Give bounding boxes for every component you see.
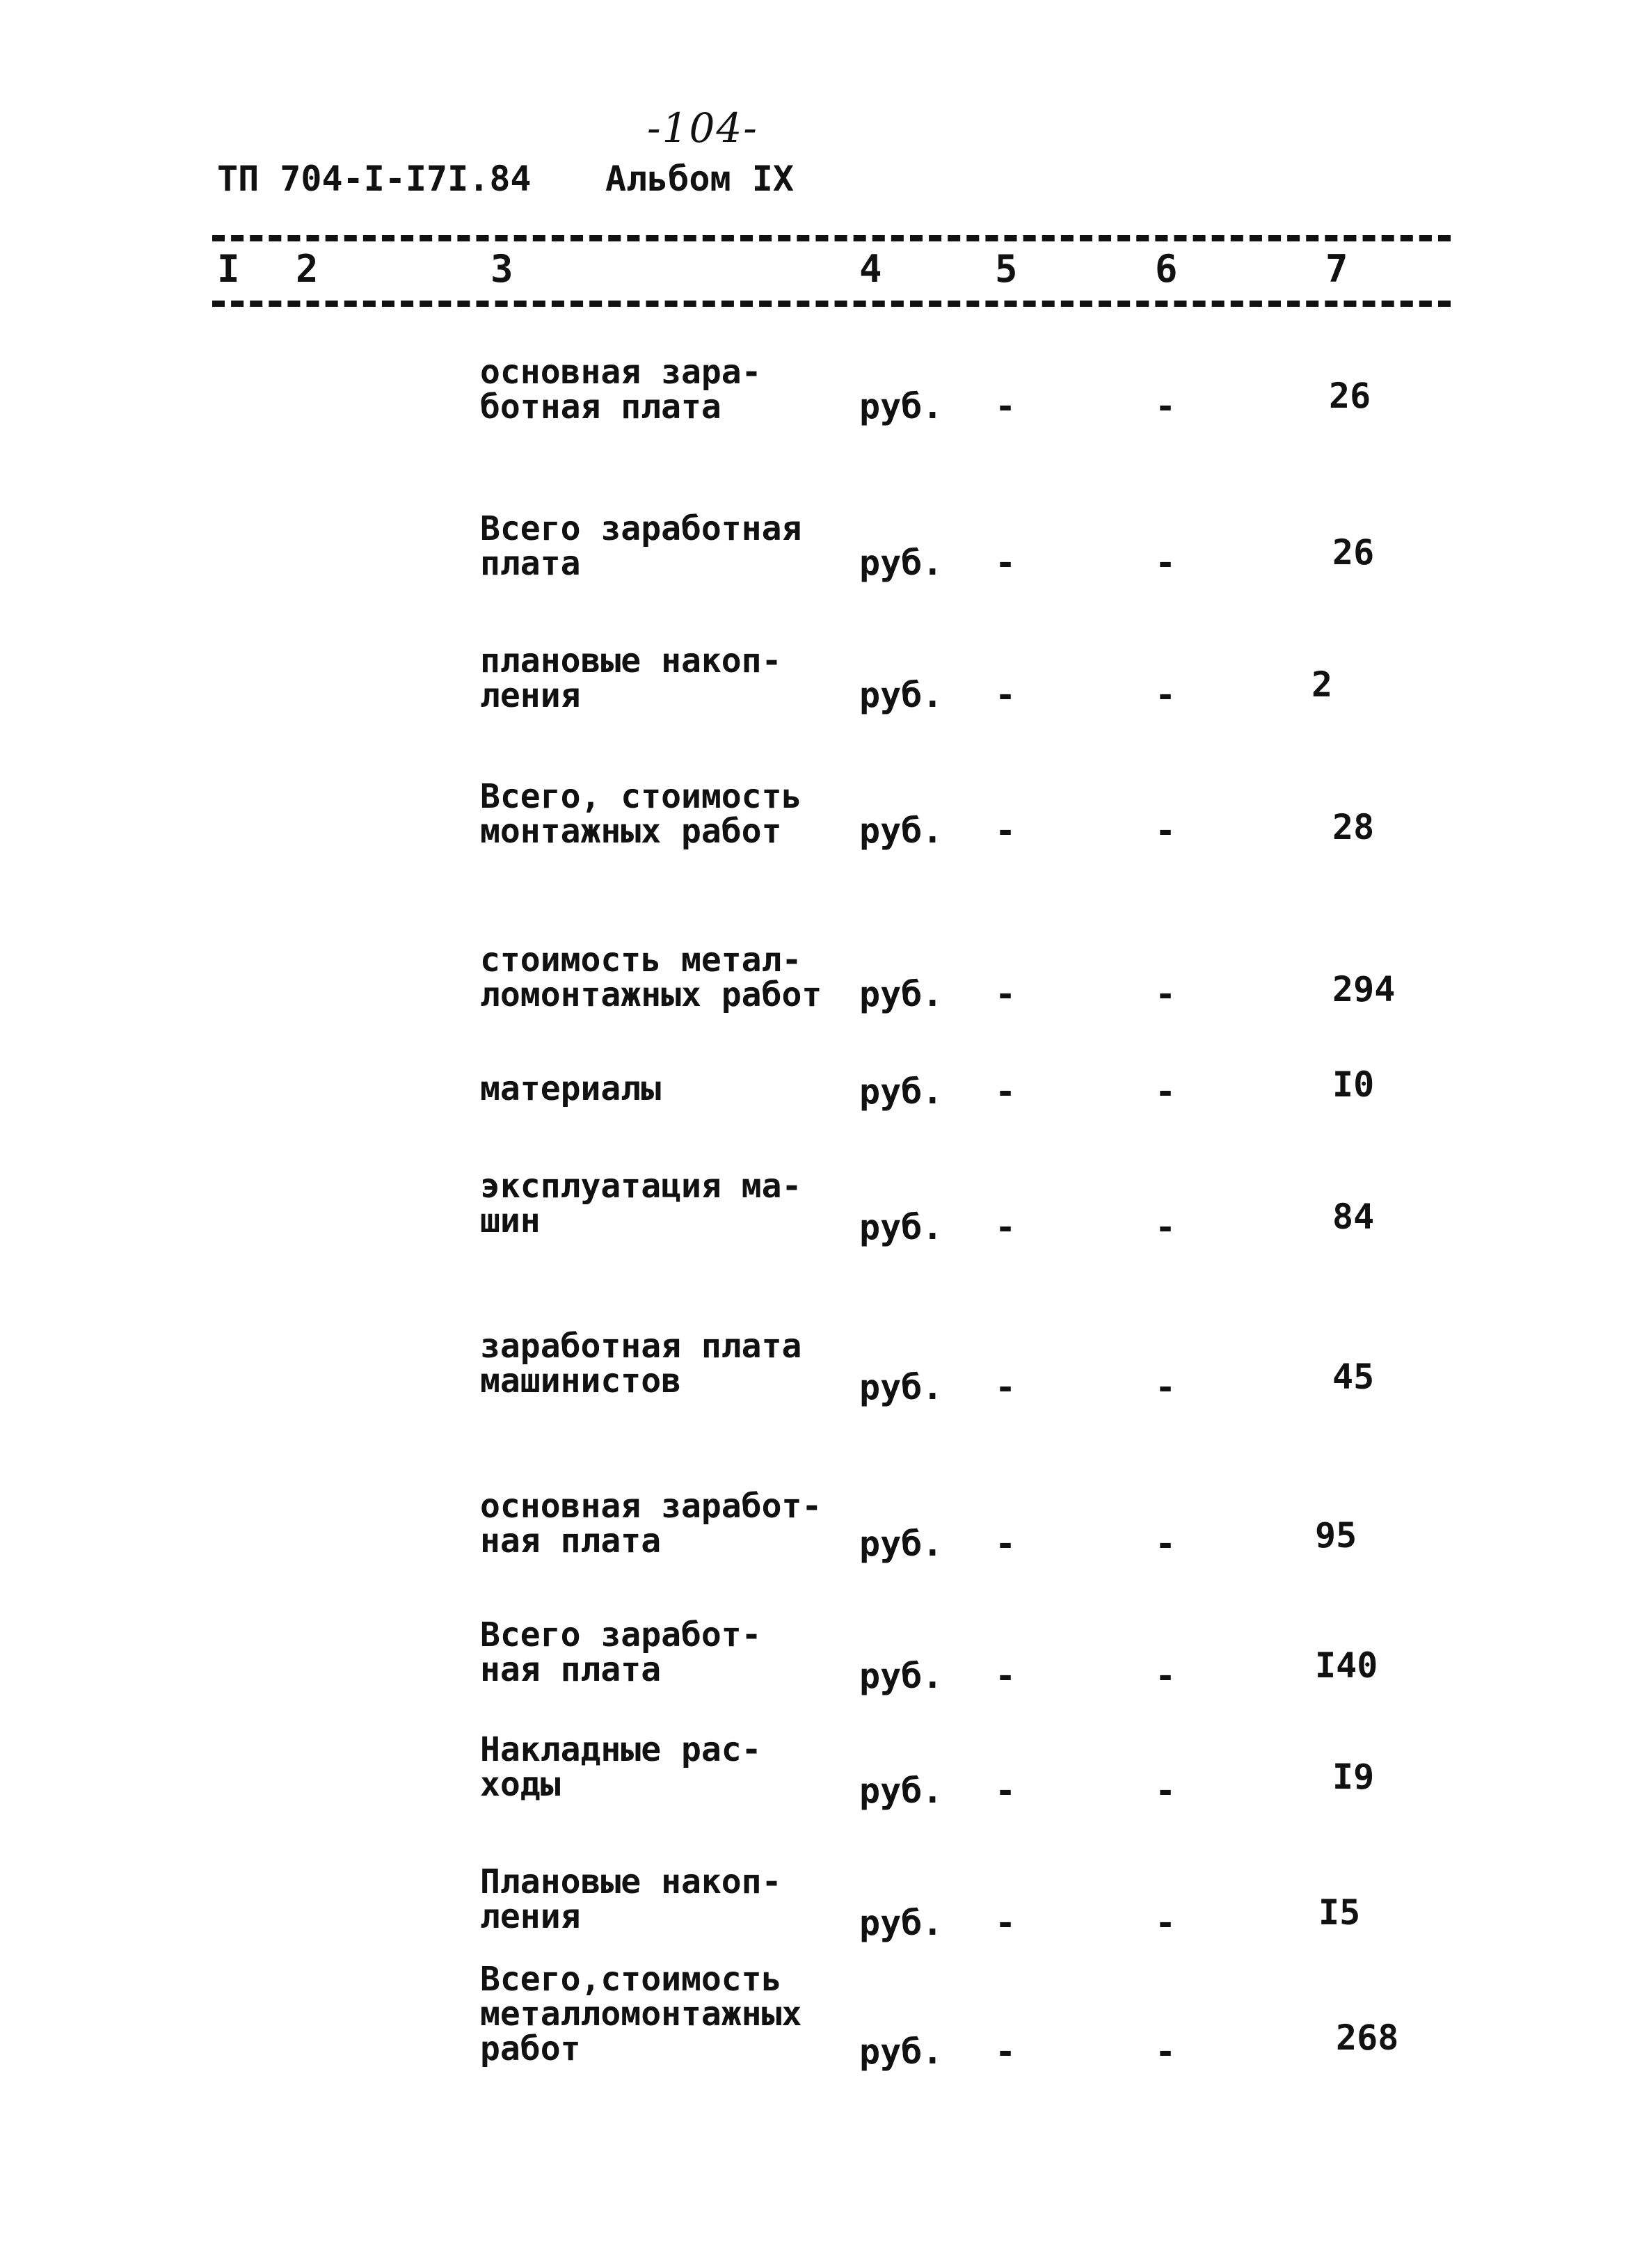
row-col5: - <box>995 1367 1016 1407</box>
row-col5: - <box>995 2031 1016 2072</box>
row-value: I40 <box>1315 1645 1378 1686</box>
row-col5: - <box>995 1656 1016 1696</box>
row-col6: - <box>1155 1071 1177 1112</box>
row-description: основная заработ- ная плата <box>480 1487 822 1560</box>
row-col6: - <box>1155 1367 1177 1407</box>
row-col5: - <box>995 1071 1016 1112</box>
table-header-rule <box>212 301 1451 307</box>
row-value: 84 <box>1332 1197 1375 1237</box>
row-col5: - <box>995 1771 1016 1811</box>
row-description: эксплуатация ма- шин <box>480 1167 802 1240</box>
row-unit: руб. <box>859 1903 943 1943</box>
table-top-rule <box>212 235 1451 241</box>
row-value: 2 <box>1311 664 1333 705</box>
row-description: Всего,стоимость металломонтажных работ <box>480 1960 802 2068</box>
row-col5: - <box>995 543 1016 583</box>
row-col6: - <box>1155 1524 1177 1564</box>
row-col5: - <box>995 1524 1016 1564</box>
row-value: I9 <box>1332 1757 1375 1797</box>
column-header-6: 6 <box>1155 247 1178 291</box>
row-description: стоимость метал- ломонтажных работ <box>480 941 822 1014</box>
row-value: 95 <box>1315 1515 1357 1556</box>
column-header-1: I <box>217 247 240 291</box>
row-value: 294 <box>1332 969 1396 1009</box>
row-unit: руб. <box>859 1771 943 1811</box>
row-value: I0 <box>1332 1064 1375 1105</box>
row-col6: - <box>1155 543 1177 583</box>
row-description: Всего заработная плата <box>480 509 802 583</box>
row-unit: руб. <box>859 1367 943 1407</box>
column-header-3: 3 <box>490 247 513 291</box>
column-header-4: 4 <box>859 247 882 291</box>
row-value: 26 <box>1329 376 1371 416</box>
row-col5: - <box>995 1903 1016 1943</box>
album-label: Альбом IX <box>605 159 794 199</box>
row-unit: руб. <box>859 2031 943 2072</box>
row-description: плановые накоп- ления <box>480 641 782 715</box>
row-col5: - <box>995 974 1016 1014</box>
column-header-5: 5 <box>995 247 1018 291</box>
row-description: основная зара- ботная плата <box>480 353 762 426</box>
row-value: 28 <box>1332 807 1375 847</box>
row-col5: - <box>995 1207 1016 1247</box>
row-col6: - <box>1155 1207 1177 1247</box>
row-col6: - <box>1155 974 1177 1014</box>
row-unit: руб. <box>859 543 943 583</box>
row-unit: руб. <box>859 1524 943 1564</box>
row-col6: - <box>1155 1771 1177 1811</box>
row-col6: - <box>1155 810 1177 851</box>
row-unit: руб. <box>859 1656 943 1696</box>
column-header-2: 2 <box>296 247 319 291</box>
row-col6: - <box>1155 386 1177 426</box>
row-value: 268 <box>1336 2018 1399 2058</box>
row-value: 26 <box>1332 532 1375 573</box>
row-col5: - <box>995 675 1016 715</box>
row-unit: руб. <box>859 974 943 1014</box>
row-description: Всего заработ- ная плата <box>480 1615 762 1689</box>
row-col6: - <box>1155 675 1177 715</box>
row-col6: - <box>1155 1903 1177 1943</box>
row-description: заработная плата машинистов <box>480 1327 802 1400</box>
row-value: I5 <box>1318 1892 1361 1933</box>
row-col5: - <box>995 386 1016 426</box>
row-unit: руб. <box>859 675 943 715</box>
column-header-7: 7 <box>1325 247 1348 291</box>
document-code: ТП 704-I-I7I.84 <box>217 159 532 199</box>
row-unit: руб. <box>859 1071 943 1112</box>
row-unit: руб. <box>859 810 943 851</box>
row-description: Плановые накоп- ления <box>480 1862 782 1936</box>
row-col6: - <box>1155 1656 1177 1696</box>
row-unit: руб. <box>859 386 943 426</box>
row-description: материалы <box>480 1069 662 1108</box>
row-description: Накладные рас- ходы <box>480 1730 762 1804</box>
row-value: 45 <box>1332 1357 1375 1397</box>
row-col6: - <box>1155 2031 1177 2072</box>
page-number: -104- <box>647 104 758 152</box>
row-col5: - <box>995 810 1016 851</box>
row-description: Всего, стоимость монтажных работ <box>480 777 802 851</box>
row-unit: руб. <box>859 1207 943 1247</box>
